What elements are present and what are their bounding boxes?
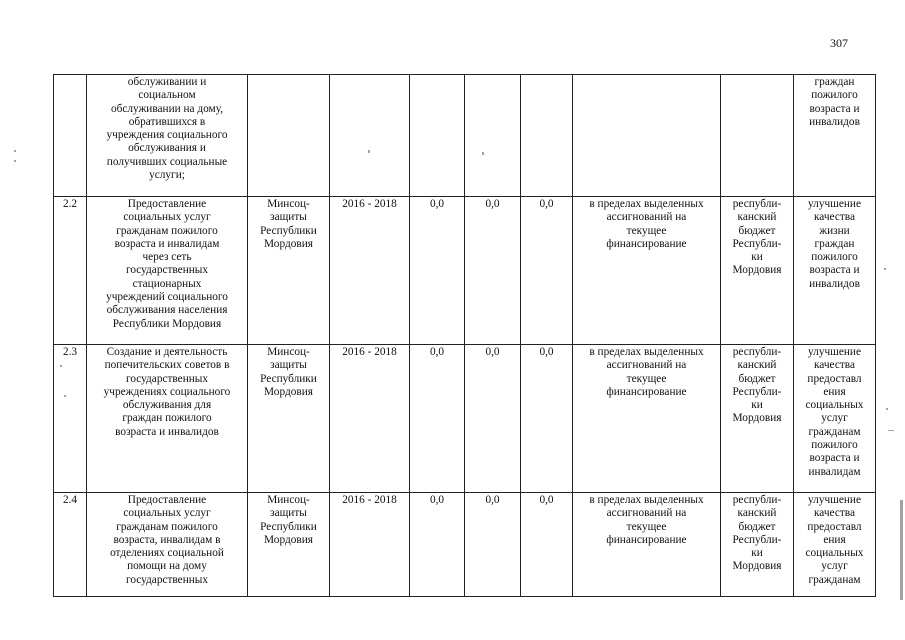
funding: в пределах выделенных ассигнований на текущее финансирование bbox=[573, 493, 721, 597]
funding-source: республи- канский бюджет Республи- ки Мордовия bbox=[721, 493, 794, 597]
period bbox=[330, 75, 410, 197]
value-1 bbox=[410, 75, 465, 197]
scan-speck bbox=[482, 152, 484, 155]
row-number: 2.2 bbox=[54, 197, 87, 345]
value-2: 0,0 bbox=[465, 197, 521, 345]
program-measures-table bbox=[53, 74, 876, 597]
table-row bbox=[54, 197, 876, 345]
value-3: 0,0 bbox=[521, 345, 573, 493]
value-1: 0,0 bbox=[410, 197, 465, 345]
table-row bbox=[54, 493, 876, 597]
scan-speck bbox=[368, 150, 370, 153]
scan-edge-noise bbox=[900, 500, 903, 600]
funding: в пределах выделенных ассигнований на текущее финансирование bbox=[573, 345, 721, 493]
executor: Минсоц- защиты Республики Мордовия bbox=[248, 493, 330, 597]
executor: Минсоц- защиты Республики Мордовия bbox=[248, 345, 330, 493]
value-1: 0,0 bbox=[410, 493, 465, 597]
expected-result: улучшение качества предоставл ения социальных услуг гражданам bbox=[794, 493, 876, 597]
measure-name: Предоставление социальных услуг гражданам пожилого возраста, инвалидам в отделениях социальной помощи на дому государственных bbox=[87, 493, 248, 597]
scan-speck bbox=[884, 268, 886, 270]
value-2: 0,0 bbox=[465, 493, 521, 597]
value-3: 0,0 bbox=[521, 493, 573, 597]
executor: Минсоц- защиты Республики Мордовия bbox=[248, 197, 330, 345]
row-number: 2.3 bbox=[54, 345, 87, 493]
value-3 bbox=[521, 75, 573, 197]
row-number: 2.4 bbox=[54, 493, 87, 597]
page-number: 307 bbox=[830, 36, 848, 50]
table-row bbox=[54, 345, 876, 493]
row-number bbox=[54, 75, 87, 197]
measure-name: Предоставление социальных услуг гражданам пожилого возраста и инвалидам через сеть государственных стационарных учреждений социального обслуживания населения Республики Мордовия bbox=[87, 197, 248, 345]
scan-speck bbox=[886, 408, 888, 410]
period: 2016 - 2018 bbox=[330, 493, 410, 597]
expected-result: граждан пожилого возраста и инвалидов bbox=[794, 75, 876, 197]
funding: в пределах выделенных ассигнований на текущее финансирование bbox=[573, 197, 721, 345]
scan-speck bbox=[60, 365, 62, 367]
expected-result: улучшение качества предоставл ения социальных услуг гражданам пожилого возраста и инвалидам bbox=[794, 345, 876, 493]
scan-speck bbox=[64, 395, 66, 397]
value-2 bbox=[465, 75, 521, 197]
table-row bbox=[54, 75, 876, 197]
period: 2016 - 2018 bbox=[330, 197, 410, 345]
measure-name: Создание и деятельность попечительских советов в государственных учреждениях социального обслуживания для граждан пожилого возраста и инвалидов bbox=[87, 345, 248, 493]
expected-result: улучшение качества жизни граждан пожилого возраста и инвалидов bbox=[794, 197, 876, 345]
funding-source: республи- канский бюджет Республи- ки Мордовия bbox=[721, 345, 794, 493]
funding-source: республи- канский бюджет Республи- ки Мордовия bbox=[721, 197, 794, 345]
scan-speck bbox=[888, 430, 894, 431]
funding bbox=[573, 75, 721, 197]
value-3: 0,0 bbox=[521, 197, 573, 345]
value-2: 0,0 bbox=[465, 345, 521, 493]
scan-speck bbox=[14, 160, 16, 162]
value-1: 0,0 bbox=[410, 345, 465, 493]
funding-source bbox=[721, 75, 794, 197]
period: 2016 - 2018 bbox=[330, 345, 410, 493]
scan-speck bbox=[14, 150, 16, 152]
executor bbox=[248, 75, 330, 197]
measure-name: обслуживании и социальном обслуживании на дому, обратившихся в учреждения социального обслуживания и получивших социальные услуги; bbox=[87, 75, 248, 197]
